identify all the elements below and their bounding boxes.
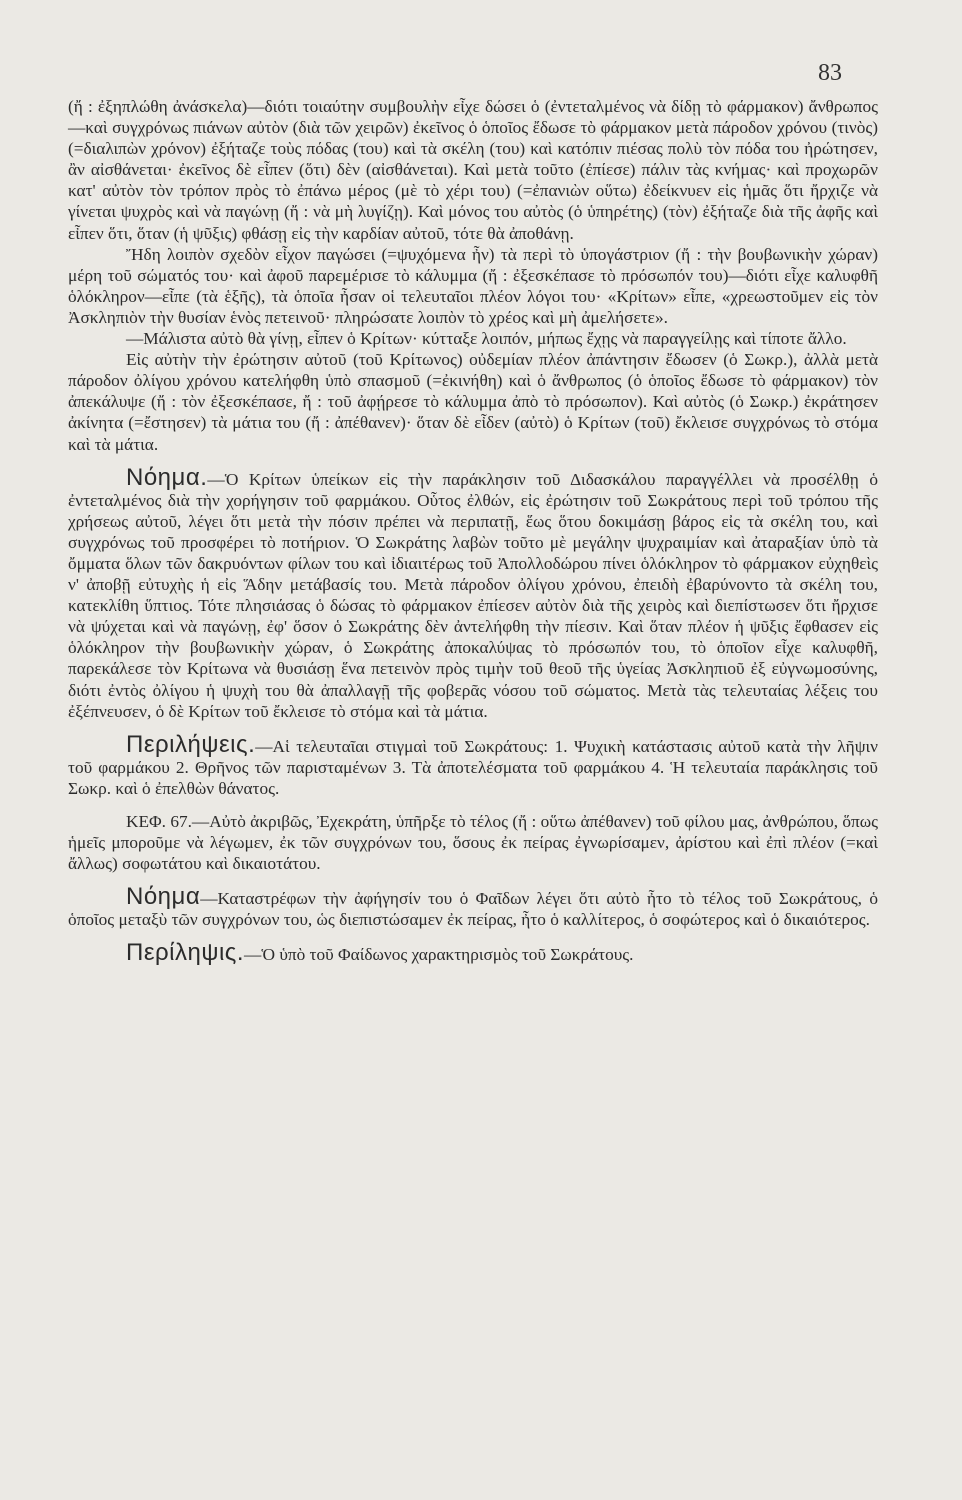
perilipseis-section: [68, 730, 878, 799]
page-text: [68, 96, 878, 966]
paragraph: Ἤδη λοιπὸν σχεδὸν εἶχον παγώσει (=ψυχόμενα ἦν) τὰ περὶ τὸ ὑπογάστριον (ἤ : τὴν βουβωνικὴν χώραν) μέρη τοῦ σώματός του· καὶ ἀφοῦ παρεμέρισε τὸ κάλυμμα (ἤ : ἐξεσκέπασε τὸ πρόσωπόν του)—διότι εἶχε καλυφθῆ ὁλόκληρον—εἶπε (τὰ ἑξῆς), τὰ ὁποῖα ἦσαν οἱ τελευταῖοι πλέον λόγοι του· «Κρίτων» εἶπε, «χρεωστοῦμεν εἰς τὸν Ἀσκληπιὸν τὴν θυσίαν ἑνὸς πετεινοῦ· πληρώσατε λοιπὸν τὸ χρέος καὶ μὴ ἀμελήσετε».: [68, 244, 878, 327]
perilipsis-section: [68, 939, 878, 967]
perilipseis-heading: Περιλήψεις.: [126, 730, 256, 758]
noima2-text: —Καταστρέφων τὴν ἀφήγησίν του ὁ Φαῖδων λέγει ὅτι αὐτὸ ἦτο τὸ τέλος τοῦ Σωκράτους, ὁ ὁποῖος μεταξὺ τῶν συγχρόνων του, ὡς διεπιστώσαμεν ἐκ πείρας, ἦτο ὁ καλλίτερος, ὁ σοφώτερος καὶ ὁ δικαιότερος.: [68, 889, 878, 930]
paragraph: (ἤ : ἐξηπλώθη ἀνάσκελα)—διότι τοιαύτην συμβουλὴν εἶχε δώσει ὁ (ἐντεταλμένος νὰ δίδῃ τὸ φάρμακον) ἄνθρωπος—καὶ συγχρόνως πιάνων αὐτὸν (διὰ τῶν χειρῶν) ἐκεῖνος ὁ ὁποῖος ἔδωσε τὸ φάρμακον μετὰ πάροδον χρόνου (τινὸς) (=διαλιπὼν χρόνον) ἐξήταζε τοὺς πόδας (του) καὶ τὰ σκέλη (του) καὶ κατόπιν πιέσας πολὺ τὸν πόδα του ἠρώτησεν, ἂν αἰσθάνεται· ἐκεῖνος δὲ εἶπεν (ὅτι) δὲν (αἰσθάνεται). Καὶ μετὰ τοῦτο (ἐπίεσε) πάλιν τὰς κνήμας· καὶ προχωρῶν κατ' αὐτὸν τὸν τρόπον πρὸς τὸ ἐπάνω μέρος (μὲ τὸ χέρι του) (=ἐπανιὼν οὕτω) ἐδείκνυεν εἰς ἡμᾶς ὅτι ἤρχιζε νὰ γίνεται ψυχρὸς καὶ νὰ παγώνῃ (ἤ : νὰ μὴ λυγίζῃ). Καὶ μόνος του αὐτὸς (ὁ ὑπηρέτης) (τὸν) ἐξήταζε διὰ τῆς ἀφῆς καὶ εἶπεν ὅτι, ὅταν (ἡ ψῦξις) φθάσῃ εἰς τὴν καρδίαν αὐτοῦ, τότε θὰ ἀποθάνῃ.: [68, 97, 878, 243]
page-number: 83: [818, 60, 842, 86]
perilipsis-heading: Περίληψις.: [126, 939, 245, 967]
noima2-heading: Νόημα: [126, 883, 201, 911]
noima-section: [68, 463, 878, 722]
paragraph: Εἰς αὐτὴν τὴν ἐρώτησιν αὐτοῦ (τοῦ Κρίτωνος) οὐδεμίαν πλέον ἀπάντησιν ἔδωσεν (ὁ Σωκρ.), ἀλλὰ μετὰ πάροδον ὀλίγου χρόνου κατελήφθη ὑπὸ σπασμοῦ (=ἐκινήθη) καὶ ὁ ἄνθρωπος (ὁ ὁποῖος ἔδωσε τὸ φάρμακον) τὸν ἀπεκάλυψε (ἤ : τὸν ἐξεσκέπασε, ἤ : τοῦ ἀφῄρεσε τὸ κάλυμμα ἀπὸ τὸ πρόσωπον). Καὶ αὐτὸς (ὁ Σωκρ.) ἐκράτησεν ἀκίνητα (=ἔστησεν) τὰ μάτια του (ἤ : ἀπέθανεν)· ὅταν δὲ εἶδεν (αὐτὸ) ὁ Κρίτων (τοῦ) ἔκλεισε συγχρόνως τὸ στόμα καὶ τὰ μάτια.: [68, 350, 878, 454]
perilipsis-text: —Ὁ ὑπὸ τοῦ Φαίδωνος χαρακτηρισμὸς τοῦ Σωκράτους.: [244, 945, 634, 965]
paragraph: —Μάλιστα αὐτὸ θὰ γίνῃ, εἶπεν ὁ Κρίτων· κύτταξε λοιπόν, μήπως ἔχῃς νὰ παραγγείλῃς καὶ τίποτε ἄλλο.: [126, 329, 847, 349]
noima-text: —Ὁ Κρίτων ὑπείκων εἰς τὴν παράκλησιν τοῦ Διδασκάλου παραγγέλλει νὰ προσέλθῃ ὁ ἐντεταλμένος διὰ τὴν χορήγησιν τοῦ φαρμάκου. Οὗτος ἐλθών, εἰς ἐρώτησιν τοῦ Σωκράτους περὶ τοῦ τρόπου τῆς χρήσεως αὐτοῦ, λέγει ὅτι μετὰ τὴν πόσιν πρέπει νὰ περιπατῇ, ἕως ὅτου δοκιμάσῃ βάρος εἰς τὰ σκέλη του, καὶ συγχρόνως τοῦ προσφέρει τὸ ποτήριον. Ὁ Σωκράτης λαβὼν τοῦτο μὲ μεγάλην ψυχραιμίαν καὶ ἀταραξίαν ὑπὸ τὰ ὄμματα ὅλων τῶν δακρυόντων φίλων του καὶ ἰδιαιτέρως τοῦ Ἀπολλοδώρου πίνει ὁλόκληρον τὸ φάρμακον εὐχηθεὶς ν' ἀποβῇ εὐτυχὴς ἡ εἰς Ἅδην μετάβασίς του. Μετὰ πάροδον ὀλίγου χρόνου, ἐπειδὴ ἐβαρύνοντο τὰ σκέλη του, κατεκλίθη ὕπτιος. Τότε πλησιάσας ὁ δώσας τὸ φάρμακον ἐπίεσεν αὐτὸν διὰ τῆς χειρὸς καὶ διεπίστωσεν ὅτι ἤρχισε νὰ ψύχεται καὶ νὰ παγώνῃ, ἐφ' ὅσον ὁ Σωκράτης δὲν ἀντελήφθη τὴν πίεσιν. Καὶ ὅταν πλέον ἡ ψῦξις ἔφθασεν εἰς ὁλόκληρον τὴν βουβωνικὴν χώραν, ὁ Σωκράτης ἀποκαλύψας τὸ πρόσωπόν του, τὸ ὁποῖον εἶχε καλυφθῆ, παρεκάλεσε τὸν Κρίτωνα νὰ θυσιάσῃ ἕνα πετεινὸν πρὸς τιμὴν τοῦ θεοῦ τῆς ὑγείας Ἀσκληπιοῦ ἐξ εὐγνωμοσύνης, διότι ἐντὸς ὀλίγου ἡ ψυχὴ του θὰ ἀπαλλαγῇ τῆς φοβερᾶς νόσου τοῦ σώματος. Μετὰ τὰς τελευταίας λέξεις του ἐξέπνευσεν, ὁ δὲ Κρίτων τοῦ ἔκλεισε τὸ στόμα καὶ τὰ μάτια.: [68, 469, 878, 721]
noima2-section: [68, 883, 878, 930]
noima-heading: Νόημα.: [126, 463, 208, 491]
kef-paragraph: ΚΕΦ. 67.—Αὐτὸ ἀκριβῶς, Ἐχεκράτη, ὑπῆρξε τὸ τέλος (ἤ : οὕτω ἀπέθανεν) τοῦ φίλου μας, ἀνθρώπου, ὅπως ἡμεῖς μποροῦμε νὰ λέγωμεν, ἐκ τῶν συγχρόνων του, ὅσους ἐκ πείρας ἐγνωρίσαμεν, ἀρίστου καὶ ἐπὶ πλέον (=καὶ ἄλλως) σοφωτάτου καὶ δικαιοτάτου.: [68, 812, 878, 874]
perilipseis-text: —Αἱ τελευταῖαι στιγμαὶ τοῦ Σωκράτους: 1. Ψυχικὴ κατάστασις αὐτοῦ κατὰ τὴν λῆψιν τοῦ φαρμάκου 2. Θρῆνος τῶν παρισταμένων 3. Τὰ ἀποτελέσματα τοῦ φαρμάκου 4. Ἡ τελευταία παράκλησις τοῦ Σωκρ. καὶ ὁ ἐπελθὼν θάνατος.: [68, 736, 878, 798]
